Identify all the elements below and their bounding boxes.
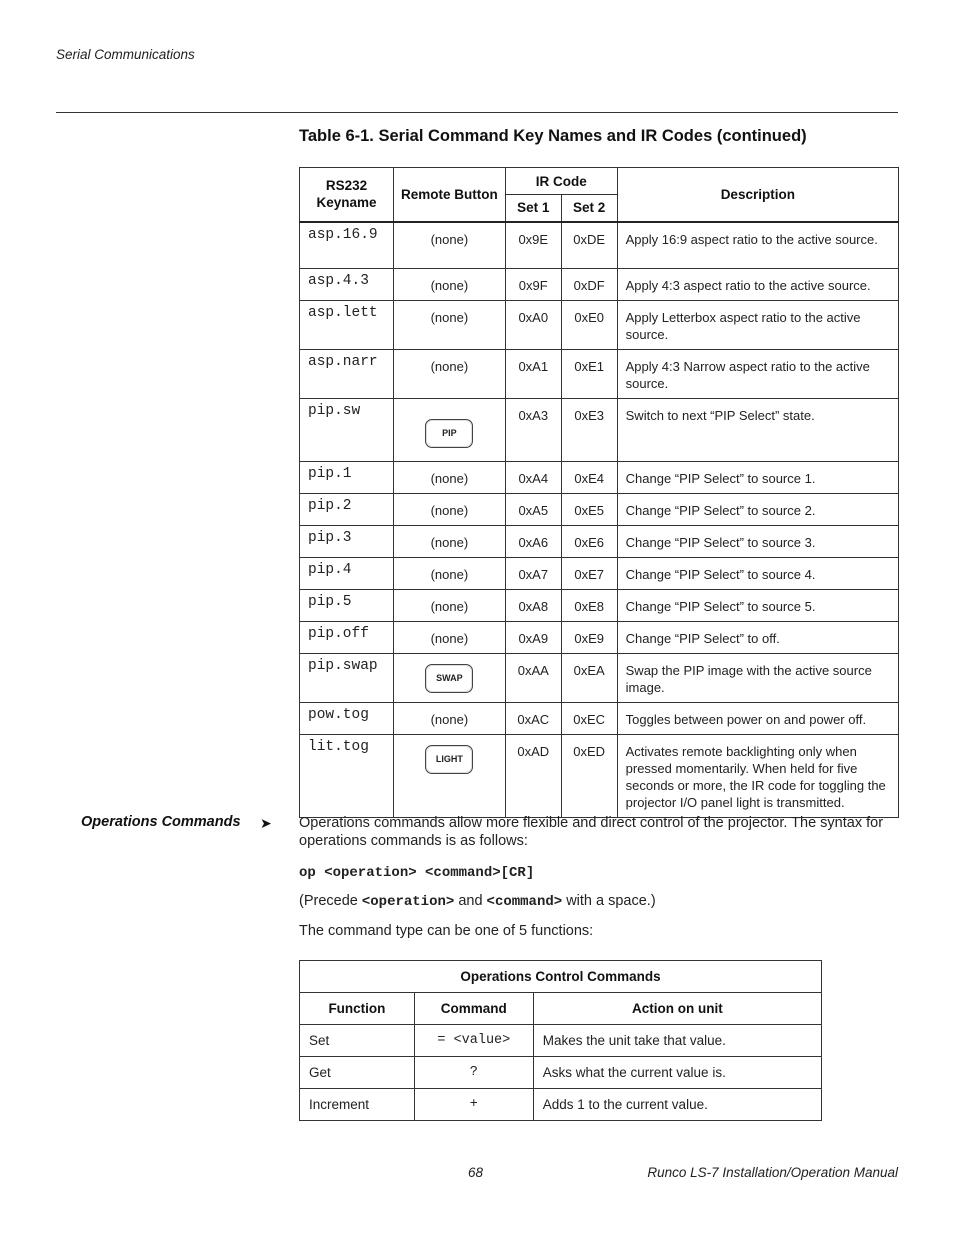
set2-cell: 0xE7 bbox=[561, 558, 617, 590]
table-row bbox=[300, 1025, 822, 1057]
remote-button-cell: (none) bbox=[393, 590, 505, 622]
set1-cell: 0xA1 bbox=[505, 350, 561, 399]
action-cell: Adds 1 to the current value. bbox=[533, 1089, 821, 1121]
description-cell: Change “PIP Select” to source 2. bbox=[617, 494, 898, 526]
header-action: Action on unit bbox=[533, 993, 821, 1025]
operations-control-table bbox=[299, 960, 822, 1121]
table-title: Table 6-1. Serial Command Key Names and IR Codes (continued) bbox=[299, 127, 807, 145]
set1-cell: 0xAA bbox=[505, 654, 561, 703]
set2-cell: 0xDF bbox=[561, 269, 617, 301]
precede-note bbox=[299, 892, 899, 911]
description-cell: Switch to next “PIP Select” state. bbox=[617, 399, 898, 462]
header-remote-button: Remote Button bbox=[393, 168, 505, 222]
command-cell: ? bbox=[414, 1057, 533, 1089]
set1-cell: 0xA3 bbox=[505, 399, 561, 462]
action-cell: Asks what the current value is. bbox=[533, 1057, 821, 1089]
table-row bbox=[300, 350, 899, 399]
description-cell: Apply 4:3 aspect ratio to the active source. bbox=[617, 269, 898, 301]
header-set2: Set 2 bbox=[561, 195, 617, 222]
description-cell: Apply Letterbox aspect ratio to the active source. bbox=[617, 301, 898, 350]
operations-commands-heading: Operations Commands bbox=[81, 814, 241, 830]
keyname-cell: pow.tog bbox=[300, 703, 394, 735]
table-row bbox=[300, 494, 899, 526]
set1-cell: 0xA5 bbox=[505, 494, 561, 526]
keyname-cell: lit.tog bbox=[300, 735, 394, 818]
table-row bbox=[300, 590, 899, 622]
table-row bbox=[300, 1089, 822, 1121]
description-cell: Change “PIP Select” to source 3. bbox=[617, 526, 898, 558]
keyname-cell: pip.4 bbox=[300, 558, 394, 590]
arrow-right-icon: ➤ bbox=[260, 815, 272, 831]
description-cell: Change “PIP Select” to source 4. bbox=[617, 558, 898, 590]
description-cell: Swap the PIP image with the active source image. bbox=[617, 654, 898, 703]
header-command: Command bbox=[414, 993, 533, 1025]
keyname-cell: asp.narr bbox=[300, 350, 394, 399]
set2-cell: 0xE5 bbox=[561, 494, 617, 526]
keyname-cell: pip.2 bbox=[300, 494, 394, 526]
remote-button-cell bbox=[393, 654, 505, 703]
set1-cell: 0x9E bbox=[505, 222, 561, 269]
table-row bbox=[300, 622, 899, 654]
syntax-line: op <operation> <command>[CR] bbox=[299, 865, 535, 881]
set2-cell: 0xED bbox=[561, 735, 617, 818]
keyname-cell: asp.16.9 bbox=[300, 222, 394, 269]
manual-title: Runco LS-7 Installation/Operation Manual bbox=[647, 1165, 898, 1180]
set1-cell: 0xA4 bbox=[505, 462, 561, 494]
remote-button-cell: (none) bbox=[393, 526, 505, 558]
command-cell: + bbox=[414, 1089, 533, 1121]
operation-token: <operation> bbox=[361, 894, 455, 910]
header-set1: Set 1 bbox=[505, 195, 561, 222]
remote-button-cell: (none) bbox=[393, 462, 505, 494]
action-cell: Makes the unit take that value. bbox=[533, 1025, 821, 1057]
running-header: Serial Communications bbox=[56, 47, 195, 62]
swap-remote-button-icon: SWAP bbox=[425, 664, 473, 693]
description-cell: Change “PIP Select” to source 1. bbox=[617, 462, 898, 494]
description-cell: Change “PIP Select” to source 5. bbox=[617, 590, 898, 622]
function-cell: Get bbox=[300, 1057, 415, 1089]
pip-remote-button-icon: PIP bbox=[425, 419, 473, 448]
set2-cell: 0xDE bbox=[561, 222, 617, 269]
serial-command-table bbox=[299, 167, 899, 818]
set1-cell: 0x9F bbox=[505, 269, 561, 301]
description-cell: Activates remote backlighting only when pressed momentarily. When held for five seconds or more, the IR code for toggling the projector I/O panel light is transmitted. bbox=[617, 735, 898, 818]
set2-cell: 0xE8 bbox=[561, 590, 617, 622]
precede-text: (Precede bbox=[299, 893, 362, 909]
table-row bbox=[300, 222, 899, 269]
remote-button-cell: (none) bbox=[393, 222, 505, 269]
keyname-cell: pip.off bbox=[300, 622, 394, 654]
table-row bbox=[300, 703, 899, 735]
command-types-text: The command type can be one of 5 functions: bbox=[299, 923, 594, 939]
header-function: Function bbox=[300, 993, 415, 1025]
table-row bbox=[300, 399, 899, 462]
remote-button-cell: (none) bbox=[393, 558, 505, 590]
set2-cell: 0xE6 bbox=[561, 526, 617, 558]
keyname-cell: pip.1 bbox=[300, 462, 394, 494]
set2-cell: 0xE4 bbox=[561, 462, 617, 494]
description-cell: Apply 4:3 Narrow aspect ratio to the active source. bbox=[617, 350, 898, 399]
header-divider bbox=[56, 112, 898, 113]
header-keyname: RS232 Keyname bbox=[300, 168, 394, 222]
command-cell: = <value> bbox=[414, 1025, 533, 1057]
set1-cell: 0xA8 bbox=[505, 590, 561, 622]
remote-button-cell bbox=[393, 399, 505, 462]
table-row bbox=[300, 269, 899, 301]
keyname-cell: asp.lett bbox=[300, 301, 394, 350]
set2-cell: 0xE9 bbox=[561, 622, 617, 654]
remote-button-cell: (none) bbox=[393, 301, 505, 350]
table-row bbox=[300, 301, 899, 350]
keyname-cell: asp.4.3 bbox=[300, 269, 394, 301]
description-cell: Change “PIP Select” to off. bbox=[617, 622, 898, 654]
light-remote-button-icon: LIGHT bbox=[425, 745, 473, 774]
table-row bbox=[300, 526, 899, 558]
description-cell: Toggles between power on and power off. bbox=[617, 703, 898, 735]
set1-cell: 0xAC bbox=[505, 703, 561, 735]
page-number: 68 bbox=[468, 1165, 484, 1180]
command-token: <command> bbox=[486, 894, 563, 910]
remote-button-cell: (none) bbox=[393, 269, 505, 301]
set1-cell: 0xA7 bbox=[505, 558, 561, 590]
table2-title: Operations Control Commands bbox=[300, 961, 822, 993]
set1-cell: 0xA6 bbox=[505, 526, 561, 558]
remote-button-cell: (none) bbox=[393, 350, 505, 399]
function-cell: Increment bbox=[300, 1089, 415, 1121]
table-row bbox=[300, 558, 899, 590]
keyname-cell: pip.swap bbox=[300, 654, 394, 703]
set2-cell: 0xE3 bbox=[561, 399, 617, 462]
remote-button-cell: (none) bbox=[393, 622, 505, 654]
set2-cell: 0xE1 bbox=[561, 350, 617, 399]
remote-button-cell: (none) bbox=[393, 703, 505, 735]
keyname-cell: pip.5 bbox=[300, 590, 394, 622]
set2-cell: 0xEA bbox=[561, 654, 617, 703]
table-row bbox=[300, 1057, 822, 1089]
table-row bbox=[300, 462, 899, 494]
remote-button-cell bbox=[393, 735, 505, 818]
set1-cell: 0xAD bbox=[505, 735, 561, 818]
set1-cell: 0xA0 bbox=[505, 301, 561, 350]
set2-cell: 0xE0 bbox=[561, 301, 617, 350]
header-ir-code: IR Code bbox=[505, 168, 617, 195]
precede-end: with a space.) bbox=[562, 893, 656, 909]
header-description: Description bbox=[617, 168, 898, 222]
keyname-cell: pip.3 bbox=[300, 526, 394, 558]
set1-cell: 0xA9 bbox=[505, 622, 561, 654]
function-cell: Set bbox=[300, 1025, 415, 1057]
table-row bbox=[300, 654, 899, 703]
precede-and: and bbox=[454, 893, 487, 909]
description-cell: Apply 16:9 aspect ratio to the active source. bbox=[617, 222, 898, 269]
operations-intro: Operations commands allow more flexible and direct control of the projector. The syntax for operations commands is as follows: bbox=[299, 815, 884, 849]
table-row bbox=[300, 735, 899, 818]
set2-cell: 0xEC bbox=[561, 703, 617, 735]
keyname-cell: pip.sw bbox=[300, 399, 394, 462]
remote-button-cell: (none) bbox=[393, 494, 505, 526]
